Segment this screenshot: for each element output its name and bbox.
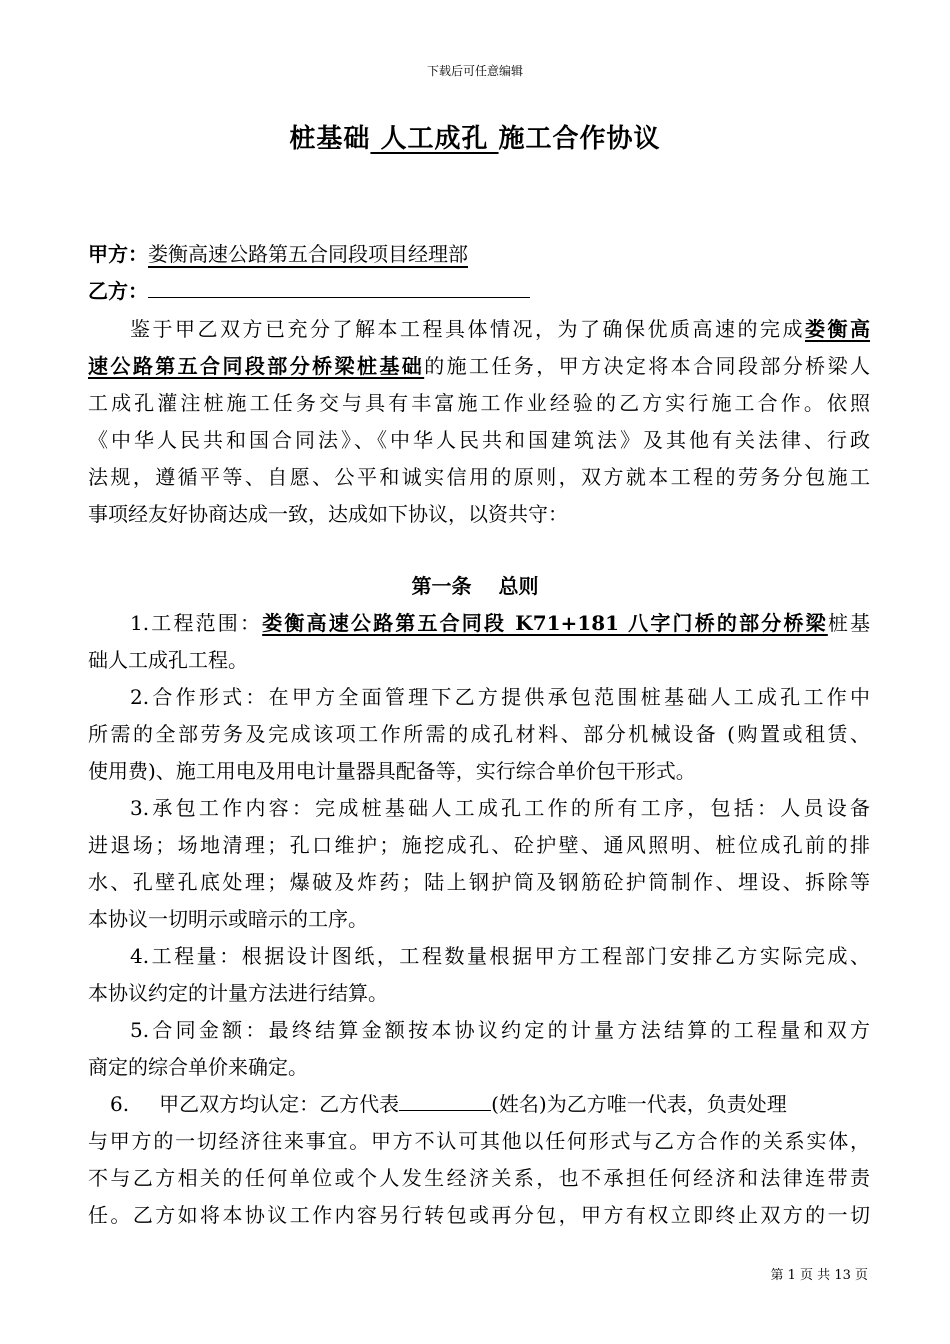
preamble-line-5: 法规，遵循平等、自愿、公平和诚实信用的原则，双方就本工程的劳务分包施工 <box>88 465 870 489</box>
item-6-text: 甲乙双方均认定：乙方代表 <box>159 1092 400 1116</box>
item-2-line-2: 所需的全部劳务及完成该项工作所需的成孔材料、部分机械设备 (购置或租赁、 <box>88 722 870 746</box>
preamble-line-1 <box>88 310 870 348</box>
title-part-1: 桩基础 <box>289 124 371 154</box>
title-part-2: 人工成孔 <box>370 124 499 154</box>
item-6-line-2: 与甲方的一切经济往来事宜。甲方不认可其他以任何形式与乙方合作的关系实体， <box>88 1129 870 1153</box>
item-3-line-1: 3.承包工作内容：完成桩基础人工成孔工作的所有工序，包括：人员设备 <box>130 796 870 820</box>
item-6-number: 6. <box>110 1092 130 1116</box>
item-5-line-1: 5.合同金额：最终结算金额按本协议约定的计量方法结算的工程量和双方 <box>130 1018 870 1042</box>
preamble-line-3: 工成孔灌注桩施工任务交与具有丰富施工作业经验的乙方实行施工合作。依照 <box>88 391 870 415</box>
preamble-project-name: 娄衡高 <box>805 317 870 341</box>
item-1-label: 1.工程范围： <box>130 611 263 635</box>
preamble-text: 的施工任务，甲方决定将本合同段部分桥梁人 <box>424 354 871 378</box>
item-6-line-4: 任。乙方如将本协议工作内容另行转包或再分包，甲方有权立即终止双方的一切 <box>88 1203 870 1227</box>
preamble-line-2 <box>88 347 870 385</box>
preamble-project-name-cont: 速公路第五合同段部分桥梁桩基础 <box>88 354 425 378</box>
item-1-line-2: 础人工成孔工程。 <box>88 648 248 672</box>
item-2-line-3: 使用费)、施工用电及用电计量器具配备等，实行综合单价包干形式。 <box>88 759 696 783</box>
preamble-line-6: 事项经友好协商达成一致，达成如下协议，以资共守： <box>88 502 568 526</box>
item-2-line-1: 2.合作形式：在甲方全面管理下乙方提供承包范围桩基础人工成孔工作中 <box>130 685 870 709</box>
item-5-line-2: 商定的综合单价来确定。 <box>88 1055 308 1079</box>
party-b-line <box>88 272 870 310</box>
party-a-label: 甲方： <box>88 242 148 266</box>
item-3-line-3: 水、孔壁孔底处理；爆破及炸药；陆上钢护筒及钢筋砼护筒制作、埋设、拆除等 <box>88 870 870 894</box>
item-6-line-1 <box>88 1085 870 1123</box>
header-note: 下载后可任意编辑 <box>426 64 523 78</box>
section-1-heading: 第一条 总则 <box>411 574 539 598</box>
item-3-line-4: 本协议一切明示或暗示的工序。 <box>88 907 368 931</box>
party-b-blank <box>148 275 530 298</box>
preamble-line-4: 《中华人民共和国合同法》、《中华人民共和国建筑法》及其他有关法律、行政 <box>88 428 870 452</box>
item-6-text-cont: (姓名)为乙方唯一代表，负责处理 <box>491 1092 787 1116</box>
preamble-text: 鉴于甲乙双方已充分了解本工程具体情况，为了确保优质高速的完成 <box>130 317 805 341</box>
page-number: 第 1 页 共 13 页 <box>770 1268 868 1283</box>
item-3-line-2: 进退场；场地清理；孔口维护；施挖成孔、砼护壁、通风照明、桩位成孔前的排 <box>88 833 870 857</box>
party-b-label: 乙方： <box>88 279 148 303</box>
item-6-line-3: 不与乙方相关的任何单位或个人发生经济关系，也不承担任何经济和法律连带责 <box>88 1166 870 1190</box>
representative-name-blank <box>399 1090 491 1111</box>
item-4-line-2: 本协议约定的计量方法进行结算。 <box>88 981 388 1005</box>
document-title <box>0 118 950 155</box>
item-1-tail: 桩基 <box>827 611 870 635</box>
party-a-line <box>88 235 870 273</box>
item-4-line-1: 4.工程量：根据设计图纸，工程数量根据甲方工程部门安排乙方实际完成、 <box>130 944 870 968</box>
title-part-3: 施工合作协议 <box>498 124 661 154</box>
party-a-value: 娄衡高速公路第五合同段项目经理部 <box>148 242 468 266</box>
item-1-line-1 <box>88 604 870 642</box>
item-1-scope: 娄衡高速公路第五合同段 K71+181 八字门桥的部分桥梁 <box>262 611 828 635</box>
